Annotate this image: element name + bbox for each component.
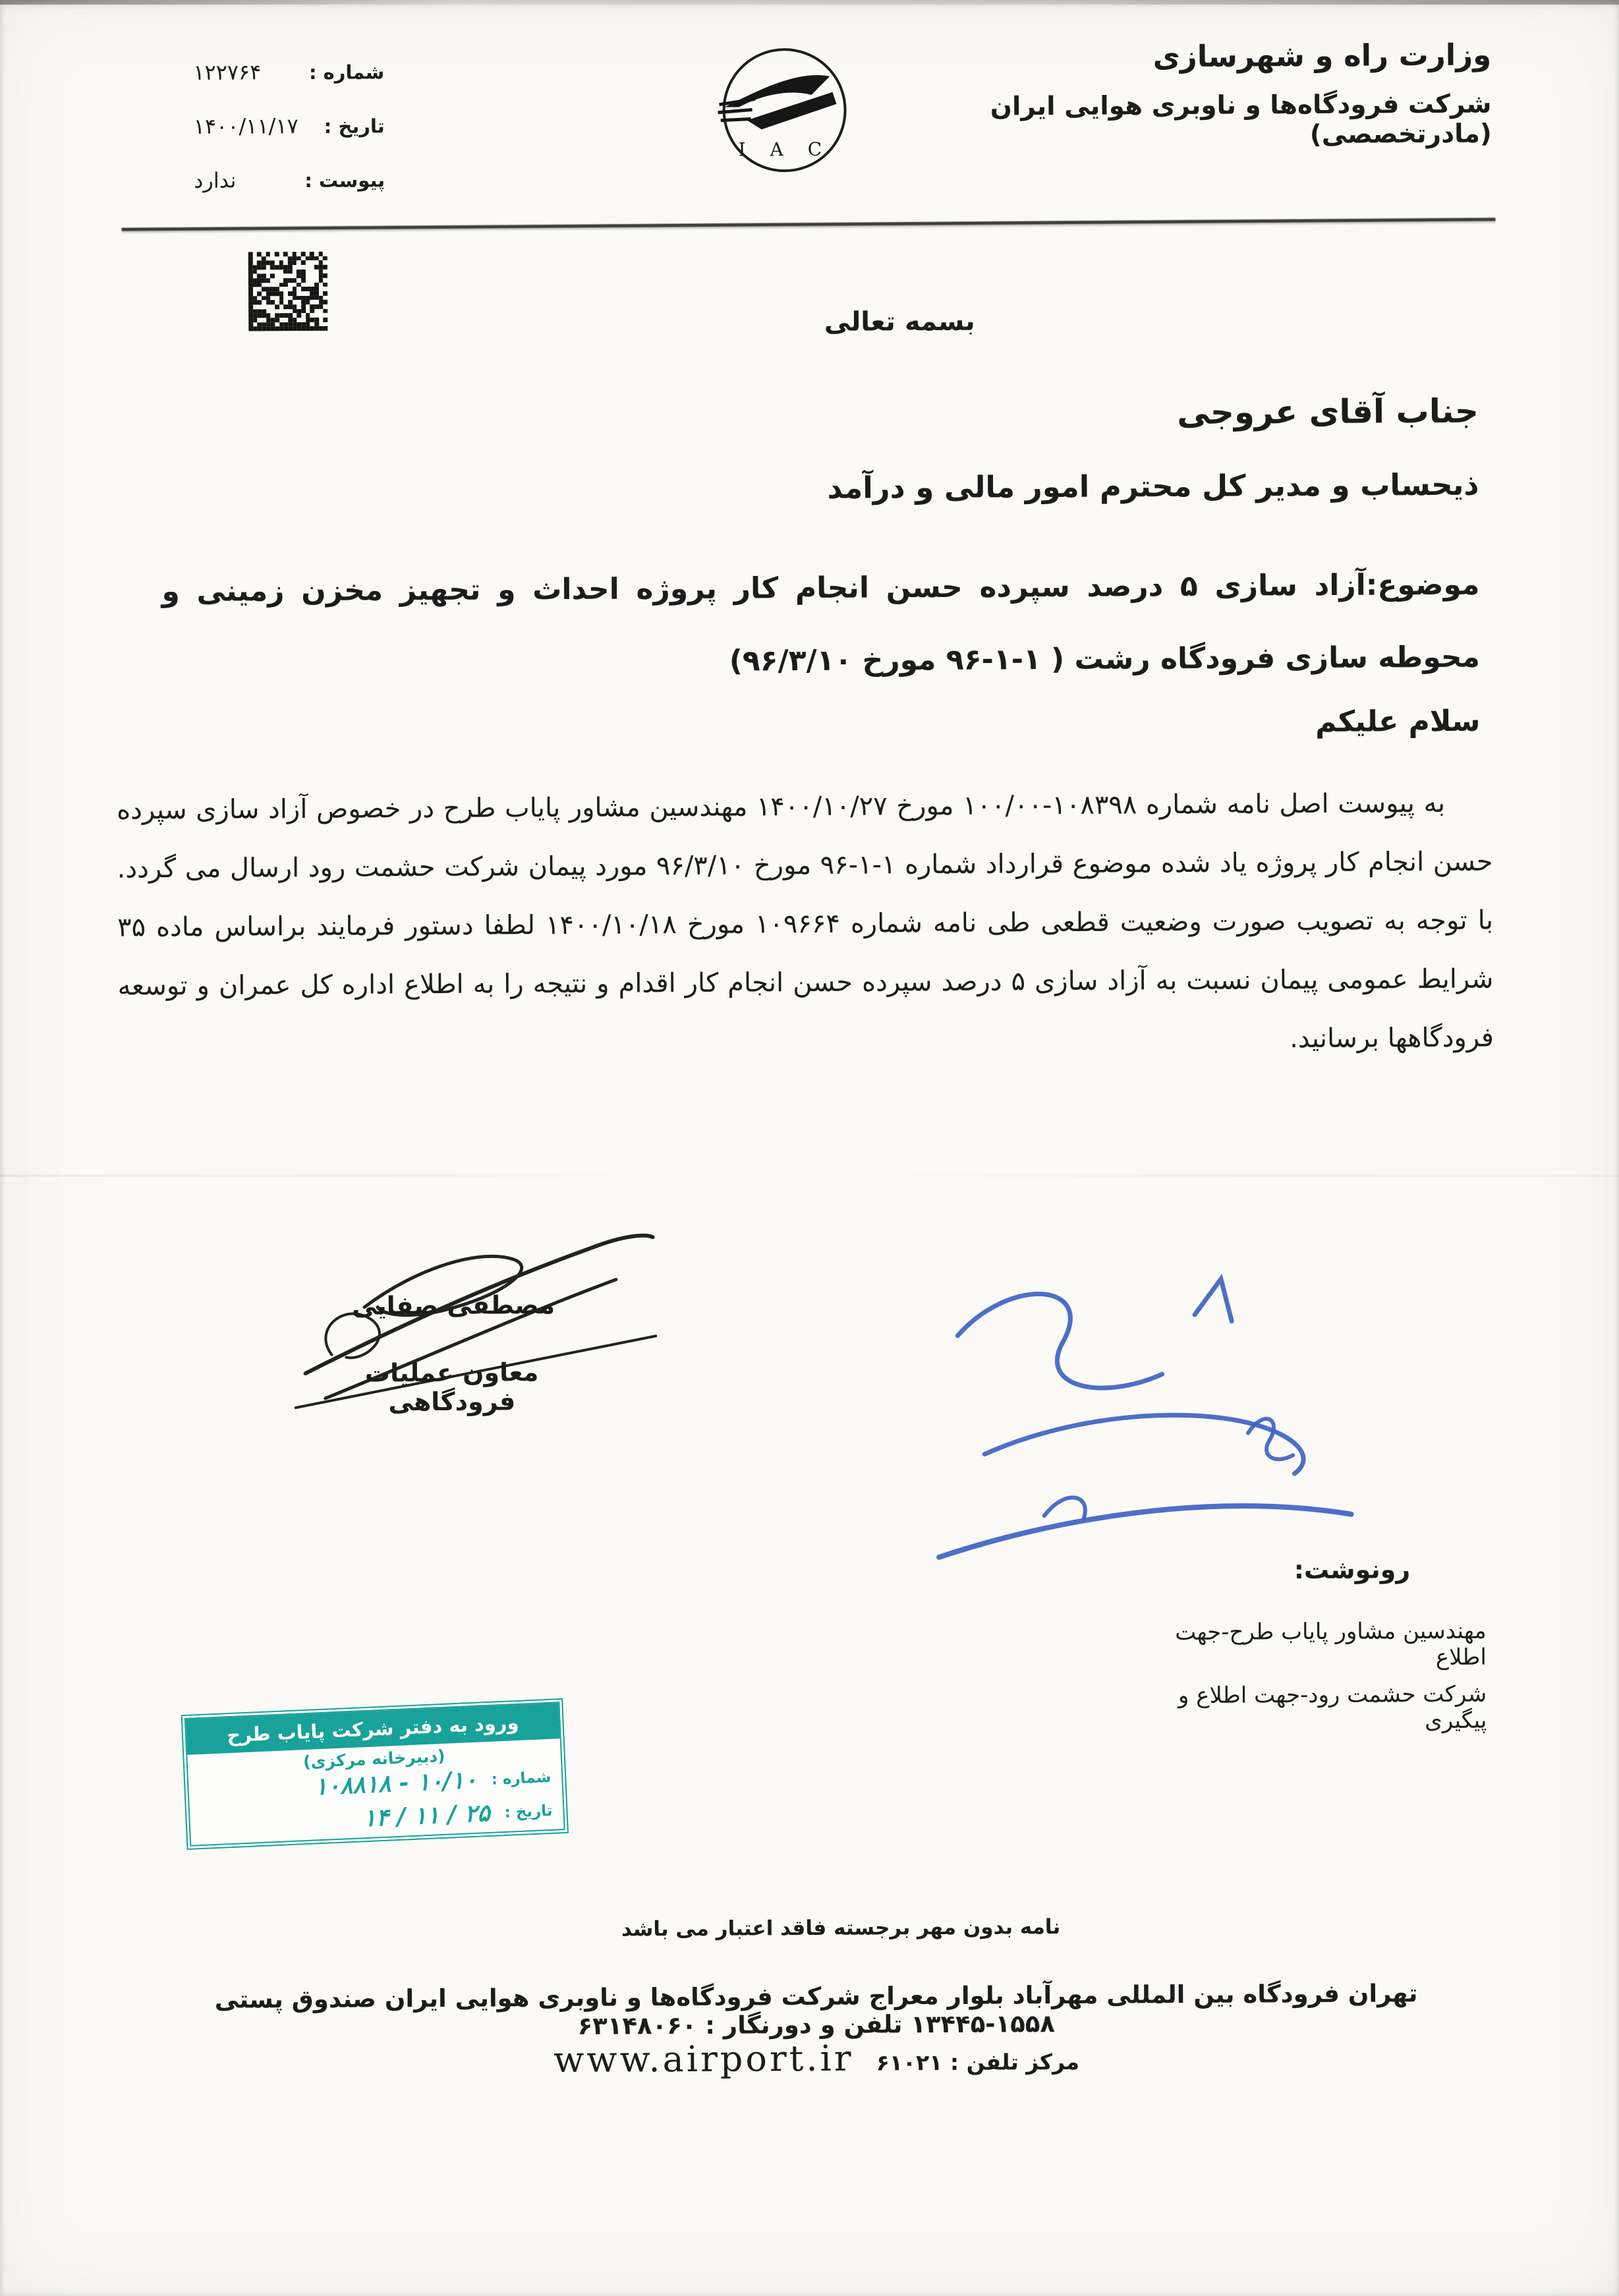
header-divider	[121, 217, 1495, 231]
subject-line: موضوع:آزاد سازی ۵ درصد سپرده حسن انجام کار پروژه احداث و تجهیز مخزن زمینی و محوطه سازی فرودگاه رشت ( ۱-۱-۹۶ مورخ ۹۶/۳/۱۰)	[161, 567, 1481, 678]
validity-note: نامه بدون مهر برجسته فاقد اعتبار می باشد	[621, 1915, 1061, 1941]
company-name: شرکت فرودگاه‌ها و ناوبری هوایی ایران (مادرتخصصی)	[990, 89, 1492, 150]
letter-date-value: ۱۴۰۰/۱۱/۱۷	[193, 113, 298, 139]
stamp-number-value: ۱۰/۱۰ - ۱۰۸۸۱۸	[314, 1766, 478, 1801]
letter-number-value: ۱۲۲۷۶۴	[193, 59, 262, 85]
letter-attachment-value: ندارد	[194, 167, 237, 193]
stamp-title: ورود به دفتر شرکت پایاب طرح	[186, 1703, 560, 1755]
scan-edge-artifact	[0, 0, 1619, 5]
stamp-date-value: ۲۵ / ۱۱ / ۱۴	[362, 1799, 491, 1833]
letter-date-row	[194, 113, 385, 139]
ministry-name: وزارت راه و شهرسازی	[1152, 37, 1492, 74]
bismillah-text: بسمه تعالی	[824, 306, 975, 337]
letter-date-label: تاریخ :	[324, 115, 385, 138]
signatory-title: معاون عملیات فرودگاهی	[364, 1358, 539, 1417]
footer-address: تهران فرودگاه بین المللی مهرآباد بلوار معراج شرکت فرودگاه‌ها و ناوبری هوایی ایران صندوق پستی ۱۵۵۸-۱۳۴۴۵ تلفن و دورنگار : ۶۳۱۴۸۰۶۰	[214, 1979, 1418, 2040]
iac-logo-icon	[712, 38, 857, 183]
logo-letters: I A C	[738, 138, 832, 161]
website-url: www.airport.ir	[553, 2037, 854, 2081]
footer-contact-line	[428, 2036, 1205, 2081]
salutation: سلام علیکم	[1315, 704, 1481, 739]
letter-number-row	[193, 59, 384, 85]
recipient-name: جناب آقای عروجی	[1177, 391, 1479, 432]
cc-label: رونوشت:	[1293, 1555, 1411, 1585]
stamp-date-label: تاریخ :	[504, 1802, 554, 1822]
qr-code	[248, 252, 328, 331]
letter-attachment-row	[194, 167, 385, 193]
letter-number-label: شماره :	[308, 61, 385, 84]
cc-item: مهندسین مشاور پایاب طرح-جهت اطلاع	[1175, 1617, 1487, 1671]
phone-center: مرکز تلفن : ۶۱۰۲۱	[876, 2048, 1080, 2076]
cc-item: شرکت حشمت رود-جهت اطلاع و پیگیری	[1178, 1680, 1487, 1735]
receiving-stamp	[181, 1698, 569, 1850]
paper-crease	[0, 1174, 1619, 1177]
letter-body: به پیوست اصل نامه شماره ۱۰۸۳۹۸-۱۰۰/۰۰ مورخ ۱۴۰۰/۱۰/۲۷ مهندسین مشاور پایاب طرح در خصوص آزاد سازی سپرده حسن انجام کار پروژه یاد شده موضوع قرارداد شماره ۱-۱-۹۶ مورخ ۹۶/۳/۱۰ مورد پیمان شرکت حشمت رود ارسال می گردد. با توجه به تصویب صورت وضعیت قطعی طی نامه شماره ۱۰۹۶۶۴ مورخ ۱۴۰۰/۱۰/۱۸ لطفا دستور فرمایند براساس ماده ۳۵ شرایط عمومی پیمان نسبت به آزاد سازی ۵ درصد سپرده حسن انجام کار اقدام و نتیجه را به اطلاع اداره کل عمران و توسعه فرودگاهها برسانید.	[117, 788, 1494, 1054]
signatory-name: مصطفی صفایی	[351, 1290, 555, 1321]
stamp-number-label: شماره :	[491, 1768, 552, 1789]
letter-attachment-label: پیوست :	[304, 169, 385, 192]
org-header	[951, 38, 1492, 152]
stamp-subtitle: (دبیرخانه مرکزی)	[302, 1746, 446, 1772]
recipient-title: ذیحساب و مدیر کل محترم امور مالی و درآمد	[827, 467, 1479, 505]
